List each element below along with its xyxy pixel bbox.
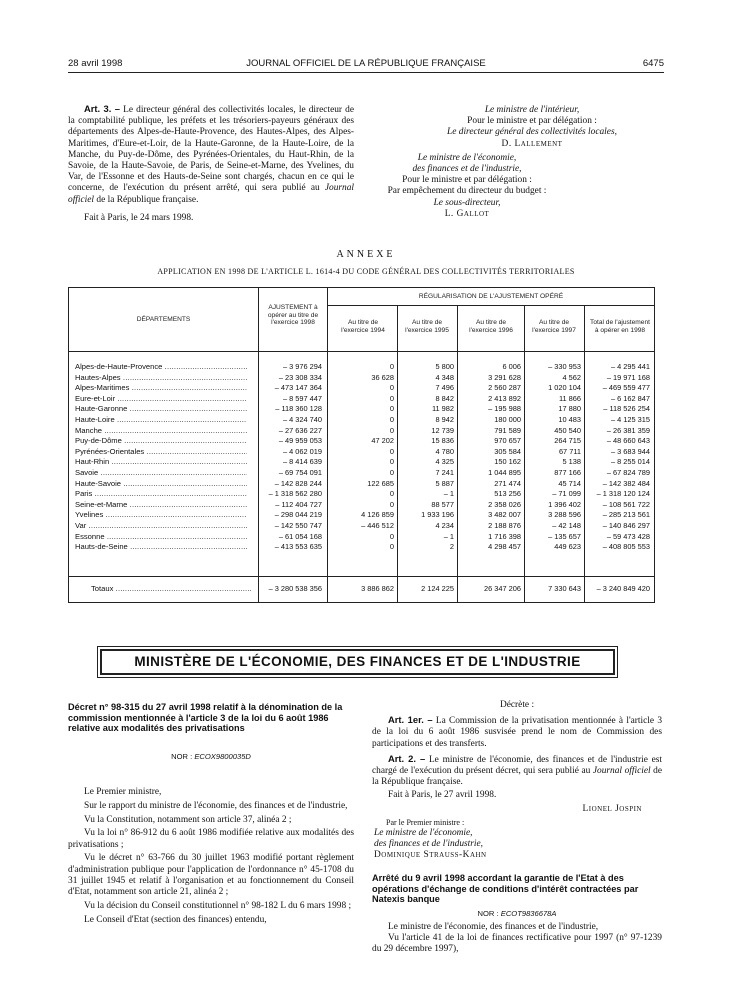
header-rule xyxy=(68,72,664,73)
cell-1994: 0 xyxy=(389,489,394,499)
article-1 xyxy=(372,714,662,750)
cell-ajustement: – 413 553 635 xyxy=(274,542,322,552)
total-1997: 7 330 643 xyxy=(548,584,581,593)
cell-ajustement: – 118 360 128 xyxy=(275,404,322,414)
cell-1997: 10 483 xyxy=(558,414,581,424)
article-3-label: Art. 3. – xyxy=(84,103,120,114)
cell-ajustement: – 69 754 091 xyxy=(278,467,322,477)
department-name: Savoie ..... xyxy=(75,468,247,479)
cell-1994: 0 xyxy=(389,457,394,467)
decret-title xyxy=(68,702,354,734)
cell-1996: 2 358 026 xyxy=(488,499,521,509)
total-1994: 3 886 862 xyxy=(361,584,394,593)
decrete-heading: Décrète : xyxy=(499,700,535,710)
cell-1996: 1 044 895 xyxy=(488,467,521,477)
table-row xyxy=(69,415,654,426)
decret-nor xyxy=(68,752,354,761)
cell-1994: 4 126 859 xyxy=(361,510,394,520)
cell-total: – 6 162 847 xyxy=(610,393,650,403)
cell-1996: 6 006 xyxy=(502,362,521,371)
cell-1996: 2 188 876 xyxy=(488,520,521,530)
cell-1995: 4 325 xyxy=(435,457,454,467)
total-1996: 26 347 206 xyxy=(484,584,521,593)
table-row xyxy=(69,373,654,384)
nor-label: NOR : xyxy=(477,909,499,918)
article-2-end: de la République française. xyxy=(372,766,663,788)
cell-1996: 970 657 xyxy=(494,436,521,446)
cell-1994: – 446 512 xyxy=(361,520,394,530)
department-name: Manche ..... xyxy=(75,426,247,437)
cell-1994: 0 xyxy=(389,383,394,393)
cell-1997: – 330 953 xyxy=(548,362,581,371)
signer-name: D. Lallement xyxy=(501,138,563,149)
article-1-label: Art. 1er. – xyxy=(388,714,433,726)
journal-officiel-ref: Journal officiel xyxy=(68,183,355,205)
totals-rule xyxy=(69,576,654,577)
sig-line: Le sous-directeur, xyxy=(433,197,501,208)
cell-ajustement: – 3 976 294 xyxy=(282,362,322,371)
department-name: Haute-Garonne ..... xyxy=(75,404,247,415)
cell-1997: 450 540 xyxy=(554,425,581,435)
col-header-1996: Au titre de l'exercice 1996 xyxy=(469,319,513,334)
cell-1997: 67 711 xyxy=(558,446,581,456)
cell-1996: 2 560 287 xyxy=(488,383,521,393)
cell-1997: 3 288 596 xyxy=(548,510,581,520)
cell-ajustement: – 473 147 364 xyxy=(274,383,322,393)
cell-total: – 67 824 789 xyxy=(606,467,650,477)
cell-1995: 4 348 xyxy=(435,372,454,382)
col-header-1997: Au titre de l'exercice 1997 xyxy=(532,319,576,334)
cell-1997: – 42 148 xyxy=(552,520,581,530)
department-name: Alpes-Maritimes ..... xyxy=(75,383,247,394)
decret-visas xyxy=(68,787,354,928)
cell-1994: 0 xyxy=(389,414,394,424)
table-row xyxy=(69,521,654,532)
cell-1995: 7 241 xyxy=(435,467,454,477)
department-name: Hauts-de-Seine ..... xyxy=(75,542,247,553)
journal-officiel-ref: Journal officiel xyxy=(592,766,651,777)
cell-1997: 264 715 xyxy=(554,436,581,446)
col-header-1995: Au titre de l'exercice 1995 xyxy=(405,319,449,334)
article-1-text: La Commission de la privatisation mentionnée à l'article 3 de la loi du 6 août 1986 susvisée prend le nom de Commission des participations et des transferts. xyxy=(372,716,663,749)
sig-line: Le ministre de l'intérieur, xyxy=(484,105,580,115)
article-3-body: Le directeur général des collectivités locales, le directeur de la comptabilité publique, les préfets et les trésoriers-payeurs généraux des départements des Alpes-de-Haute-Provence, des Hautes-Alpes, des Alpes-Maritimes, d'Eure-et-Loir, de la Haute-Garonne, de la Haute-Loire, de la Manche, du Puy-de-Dôme, des Pyrénées-Orientales, du Haut-Rhin, de la Savoie, de la Haute-Savoie, de Paris, de Seine-et-Marne, des Yvelines, du Var, de l'Essonne et des Hauts-de-Seine sont chargés, chacun en ce qui le concerne, de l'exécution du présent arrêté, qui sera publié au xyxy=(68,105,355,194)
table-row xyxy=(69,394,654,405)
department-name: Eure-et-Loir ..... xyxy=(75,394,247,405)
department-name: Puy-de-Dôme ..... xyxy=(75,436,247,447)
cell-1994: 122 685 xyxy=(367,478,394,488)
cell-1997: 11 866 xyxy=(558,393,581,403)
table-row xyxy=(69,542,654,553)
table-row xyxy=(69,404,654,415)
cell-1996: 2 413 892 xyxy=(488,393,521,403)
department-name: Seine-et-Marne ..... xyxy=(75,500,247,511)
col-header-1994: Au titre de l'exercice 1994 xyxy=(341,319,385,334)
cell-ajustement: – 61 054 168 xyxy=(278,531,322,541)
cell-1996: 180 000 xyxy=(494,414,521,424)
cell-total: – 285 213 561 xyxy=(602,510,650,520)
cell-total: – 469 559 477 xyxy=(602,383,650,393)
department-name: Paris ..... xyxy=(75,489,247,500)
cell-ajustement: – 4 324 740 xyxy=(282,414,322,424)
cell-1997: – 71 099 xyxy=(552,489,581,499)
ministry-banner: MINISTÈRE DE L'ÉCONOMIE, DES FINANCES ET DE L'INDUSTRIE xyxy=(100,649,615,675)
article-3-text xyxy=(68,103,354,206)
cell-1996: – 195 988 xyxy=(488,404,521,414)
cell-ajustement: – 142 550 747 xyxy=(274,520,322,530)
article-2-text: Le ministre de l'économie, des finances et de l'industrie est chargé de l'exécution du présent décret, qui sera publié au xyxy=(372,754,663,777)
cell-ajustement: – 27 636 227 xyxy=(278,425,322,435)
table-row xyxy=(69,426,654,437)
cell-total: – 8 255 014 xyxy=(610,457,650,467)
header-rule xyxy=(69,351,654,352)
visa-paragraph: Vu la Constitution, notamment son article 37, alinéa 2 ; xyxy=(84,814,292,825)
cell-1995: – 1 xyxy=(443,489,454,499)
cell-1997: 5 138 xyxy=(562,457,581,467)
cell-1996: 150 162 xyxy=(494,457,521,467)
sig-line: des finances et de l'industrie, xyxy=(412,164,522,175)
cell-ajustement: – 142 828 244 xyxy=(274,478,322,488)
cell-total: – 118 526 254 xyxy=(603,404,650,414)
sig-line: des finances et de l'industrie, xyxy=(374,839,484,850)
cell-ajustement: – 23 308 334 xyxy=(278,372,322,382)
fait-a-paris-2: Fait à Paris, le 27 avril 1998. xyxy=(388,790,497,801)
sig-line: Le ministre de l'économie, xyxy=(417,152,517,163)
cell-total: – 108 561 722 xyxy=(602,499,650,509)
department-name: Var ..... xyxy=(75,521,247,532)
cell-1994: 0 xyxy=(389,499,394,509)
article-2-label: Art. 2. – xyxy=(388,752,426,764)
cell-1997: 1 020 104 xyxy=(548,383,581,393)
cell-1997: 17 880 xyxy=(558,404,581,414)
cell-1995: 5 887 xyxy=(435,478,454,488)
cell-total: – 1 318 120 124 xyxy=(596,489,650,499)
cell-1996: 271 474 xyxy=(494,478,521,488)
sig-line: Pour le ministre et par délégation : xyxy=(402,175,532,186)
cell-1995: 7 496 xyxy=(435,383,454,393)
table-body xyxy=(69,362,654,553)
total-ajustement: – 3 280 538 356 xyxy=(268,584,322,593)
cell-total: – 26 381 359 xyxy=(606,425,650,435)
nor-code: ECOT9836678A xyxy=(500,909,557,918)
cell-1994: 0 xyxy=(389,446,394,456)
cell-total: – 140 846 297 xyxy=(602,520,650,530)
cell-1996: 3 482 007 xyxy=(488,510,521,520)
cell-1997: 449 623 xyxy=(554,542,581,552)
table-row xyxy=(69,500,654,511)
cell-1995: 5 800 xyxy=(435,362,454,371)
total-general: – 3 240 849 420 xyxy=(596,584,650,593)
cell-1995: 2 xyxy=(449,542,454,552)
cell-total: – 4 125 315 xyxy=(610,414,650,424)
cell-1995: 1 933 196 xyxy=(421,510,454,520)
department-name: Haut-Rhin ..... xyxy=(75,457,247,468)
cell-total: – 48 660 643 xyxy=(606,436,650,446)
cell-ajustement: – 1 318 562 280 xyxy=(268,489,322,499)
signer-name: L. Gallot xyxy=(444,208,490,219)
table-row xyxy=(69,510,654,521)
article-3 xyxy=(68,103,354,206)
article-2 xyxy=(372,753,662,789)
cell-1995: 11 982 xyxy=(431,404,454,414)
department-name: Pyrénées-Orientales ..... xyxy=(75,447,247,458)
cell-1994: 36 628 xyxy=(371,372,394,382)
cell-total: – 142 382 484 xyxy=(602,478,650,488)
table-row xyxy=(69,383,654,394)
fait-a-paris-1: Fait à Paris, le 24 mars 1998. xyxy=(84,213,194,223)
cell-1996: 305 584 xyxy=(494,446,521,456)
cell-ajustement: – 8 597 447 xyxy=(282,393,322,403)
sig-line: Le ministre de l'économie, xyxy=(374,828,473,839)
visa-paragraph: Vu la décision du Conseil constitutionnel n° 98-182 L du 6 mars 1998 ; xyxy=(84,900,352,911)
cell-1994: 0 xyxy=(389,404,394,414)
arrete-paragraph: Le ministre de l'économie, des finances et de l'industrie, xyxy=(388,922,599,932)
cell-1996: 3 291 628 xyxy=(488,372,521,382)
header-page-number: 6475 xyxy=(642,58,664,69)
table-row xyxy=(69,489,654,500)
annexe-title: ANNEXE xyxy=(336,249,396,260)
nor-label: NOR : xyxy=(171,752,193,761)
cell-1994: 0 xyxy=(389,362,394,371)
signature-block-top xyxy=(370,105,664,220)
sig-line: Par empêchement du directeur du budget : xyxy=(387,186,547,197)
visa-paragraph: Le Premier ministre, xyxy=(84,787,162,797)
arrete-paragraph: Vu l'article 41 de la loi de finances rectificative pour 1997 (n° 97-1239 du 29 décembre 1997), xyxy=(372,933,662,955)
cell-1997: 45 714 xyxy=(558,478,581,488)
article-3-end: de la République française. xyxy=(96,194,199,205)
decret-title-text: Décret n° 98-315 du 27 avril 1998 relatif à la dénomination de la commission mentionnée à l'article 3 de la loi du 6 août 1986 relative aux modalités des privatisations xyxy=(68,702,343,734)
department-name: Haute-Loire ..... xyxy=(75,415,247,426)
annexe-subtitle: APPLICATION EN 1998 DE L'ARTICLE L. 1614-4 DU CODE GÉNÉRAL DES COLLECTIVITÉS TERRITORIALES xyxy=(157,267,575,276)
cell-1995: – 1 xyxy=(443,531,454,541)
col-header-total: Total de l'ajustement à opérer en 1998 xyxy=(590,319,650,334)
visa-paragraph: Le Conseil d'Etat (section des finances) entendu, xyxy=(84,914,267,925)
department-name: Essonne ..... xyxy=(75,532,247,543)
cell-total: – 19 971 168 xyxy=(606,372,650,382)
arrete-body xyxy=(372,922,662,956)
visa-paragraph: Vu le décret n° 63-766 du 30 juillet 1963 modifié portant règlement d'administration publique pour l'application de l'ordonnance n° 45-1708 du 31 juillet 1945 et relatif à l'organisation et au fonctionnement du Conseil d'Etat, notamment son article 21, alinéa 2 ; xyxy=(68,853,354,897)
department-name: Haute-Savoie ..... xyxy=(75,479,247,490)
table-row xyxy=(69,457,654,468)
table-row xyxy=(69,447,654,458)
cell-ajustement: – 49 959 053 xyxy=(278,436,322,446)
cell-1996: 1 716 398 xyxy=(488,531,521,541)
running-header xyxy=(68,58,664,72)
department-name: Alpes-de-Haute-Provence ..... xyxy=(75,362,247,373)
cell-1997: – 135 657 xyxy=(548,531,581,541)
annexe-table xyxy=(68,287,655,603)
signer-premier-ministre: Lionel Jospin xyxy=(582,803,642,814)
col-header-departements: DÉPARTEMENTS xyxy=(136,316,191,323)
cell-1994: 0 xyxy=(389,542,394,552)
signer-name: Dominique Strauss-Kahn xyxy=(374,850,487,861)
cell-ajustement: – 8 414 639 xyxy=(282,457,322,467)
header-subrule xyxy=(327,305,654,306)
table-row xyxy=(69,532,654,543)
cell-total: – 3 683 944 xyxy=(610,446,650,456)
department-name: Yvelines ..... xyxy=(75,510,247,521)
cell-1996: 4 298 457 xyxy=(488,542,521,552)
par-le-premier-ministre: Par le Premier ministre : xyxy=(386,817,465,827)
table-row xyxy=(69,468,654,479)
visa-paragraph: Sur le rapport du ministre de l'économie, des finances et de l'industrie, xyxy=(84,800,348,811)
col-header-ajustement: AJUSTEMENT à opérer au titre de l'exercice 1998 xyxy=(267,304,319,327)
arrete-title xyxy=(372,873,662,905)
cell-total: – 59 473 428 xyxy=(606,531,650,541)
sig-line: Pour le ministre et par délégation : xyxy=(467,116,597,127)
total-1995: 2 124 225 xyxy=(421,584,454,593)
table-row xyxy=(69,436,654,447)
cell-ajustement: – 4 062 019 xyxy=(282,446,322,456)
cell-1996: 791 589 xyxy=(494,425,521,435)
cell-1994: 0 xyxy=(389,467,394,477)
cell-1995: 4 780 xyxy=(435,446,454,456)
cell-1994: 0 xyxy=(389,531,394,541)
cell-1997: 877 166 xyxy=(554,467,581,477)
cell-1997: 4 562 xyxy=(562,372,581,382)
department-name: Hautes-Alpes ..... xyxy=(75,373,247,384)
decrete-block xyxy=(372,700,662,862)
cell-1996: 513 256 xyxy=(494,489,521,499)
visa-paragraph: Vu la loi n° 86-912 du 6 août 1986 modifiée relative aux modalités des privatisations ; xyxy=(68,828,354,850)
cell-ajustement: – 112 404 727 xyxy=(275,499,322,509)
table-row xyxy=(69,362,654,373)
cell-1995: 15 836 xyxy=(431,436,454,446)
cell-total: – 4 295 441 xyxy=(610,362,650,371)
table-row xyxy=(69,479,654,490)
nor-code: ECOX9800035D xyxy=(194,752,251,761)
cell-1995: 8 942 xyxy=(435,414,454,424)
cell-1994: 0 xyxy=(389,425,394,435)
arrete-title-text: Arrêté du 9 avril 1998 accordant la garantie de l'Etat à des opérations d'échange de conditions d'intérêt contractées par Natexis banque xyxy=(372,873,639,905)
cell-1995: 8 842 xyxy=(435,393,454,403)
cell-1994: 47 202 xyxy=(371,436,394,446)
cell-total: – 408 805 553 xyxy=(602,542,650,552)
cell-1995: 12 739 xyxy=(431,425,454,435)
totals-label: Totaux ..... xyxy=(91,584,251,595)
col-header-regularisation: RÉGULARISATION DE L'AJUSTEMENT OPÉRÉ xyxy=(418,293,564,300)
cell-1995: 88 577 xyxy=(431,499,454,509)
cell-1997: 1 396 402 xyxy=(548,499,581,509)
cell-1995: 4 234 xyxy=(435,520,454,530)
cell-1994: 0 xyxy=(389,393,394,403)
header-journal-title: JOURNAL OFFICIEL DE LA RÉPUBLIQUE FRANÇAISE xyxy=(246,58,486,69)
sig-line: Le directeur général des collectivités locales, xyxy=(447,127,617,138)
cell-ajustement: – 298 044 219 xyxy=(274,510,322,520)
arrete-nor xyxy=(372,909,662,918)
header-date: 28 avril 1998 xyxy=(68,58,123,69)
